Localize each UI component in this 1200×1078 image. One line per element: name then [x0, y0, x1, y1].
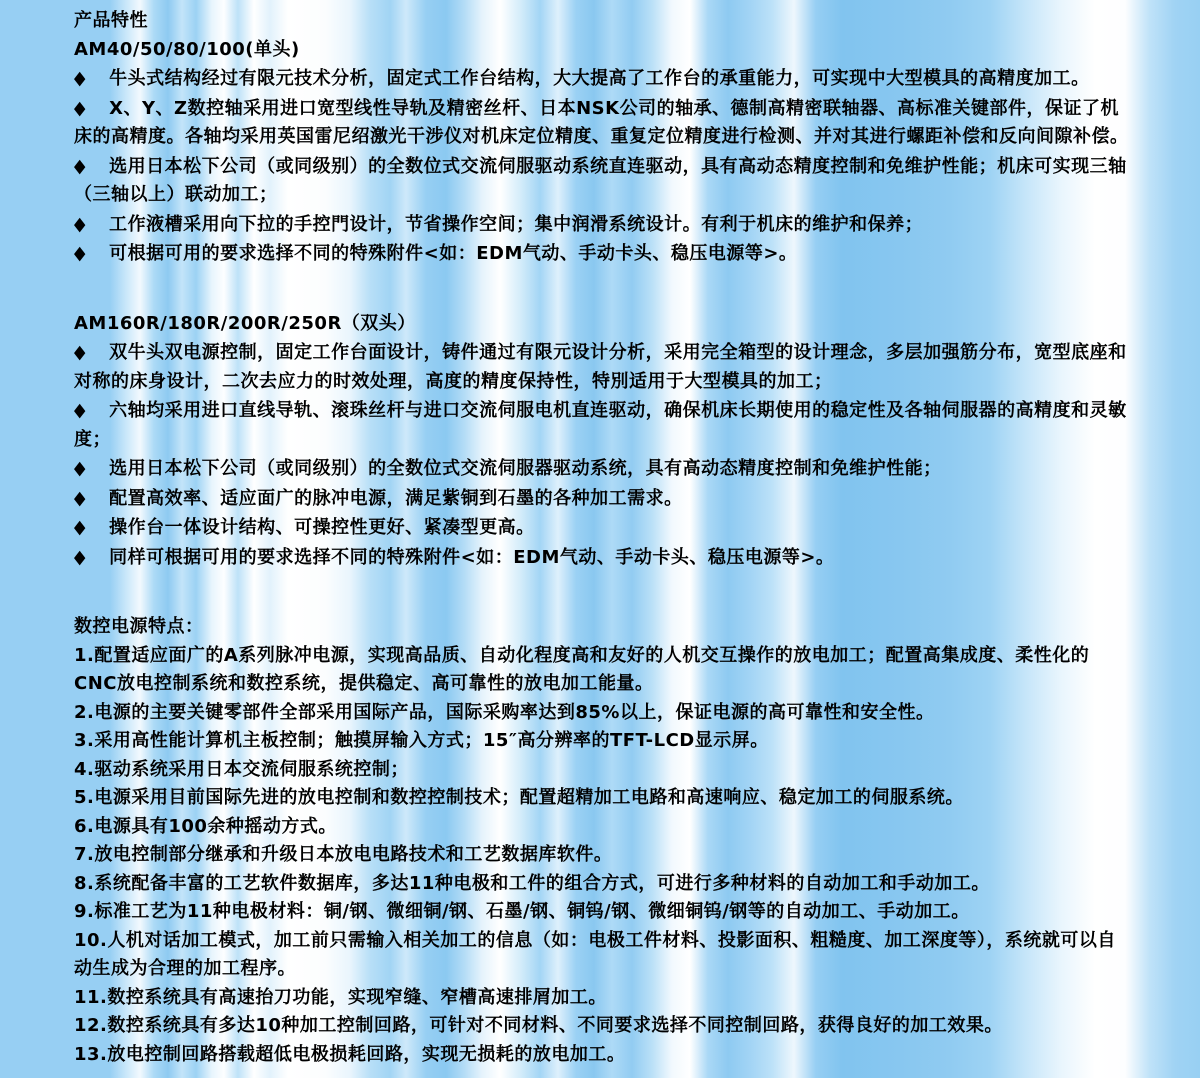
page-title: 产品特性	[74, 10, 148, 31]
numbered-item: 3.采用高性能计算机主板控制；触摸屏输入方式；15″高分辨率的TFT-LCD显示屏。	[74, 730, 769, 751]
feature-text: 操作台一体设计结构、可操控性更好、紧凑型更高。	[109, 517, 535, 538]
bullet-item	[74, 484, 1130, 514]
bullet-item	[74, 94, 1130, 152]
section-heading: AM40/50/80/100(单头)	[74, 38, 300, 60]
feature-text: 工作液槽采用向下拉的手控門设计，节省操作空间；集中润滑系统设计。有利于机床的维护和保养；	[109, 213, 924, 235]
numbered-item: 8.系统配备丰富的工艺软件数据库，多达11种电极和工件的组合方式，可进行多种材料的自动加工和手动加工。	[74, 872, 990, 894]
diamond-bullet-icon: ◆	[74, 341, 86, 363]
feature-text: 牛头式结构经过有限元技术分析，固定式工作台结构，大大提高了工作台的承重能力，可实现中大型模具的高精度加工。	[109, 68, 1090, 89]
bullet-item	[74, 543, 1130, 573]
bullet-item	[74, 152, 1130, 210]
diamond-bullet-icon: ◆	[74, 545, 86, 568]
feature-text: 同样可根据可用的要求选择不同的特殊附件<如：EDM气动、手动卡头、稳压电源等>。	[109, 546, 835, 568]
diamond-bullet-icon: ◆	[74, 96, 86, 119]
diamond-bullet-icon: ◆	[74, 516, 86, 538]
diamond-bullet-icon: ◆	[74, 67, 86, 89]
numbered-item: 12.数控系统具有多达10种加工控制回路，可针对不同材料、不同要求选择不同控制回路，获得良好的加工效果。	[74, 1015, 1003, 1036]
section-cnc-power-features	[74, 613, 1130, 1069]
diamond-bullet-icon: ◆	[74, 242, 86, 264]
bullet-item	[74, 454, 1130, 484]
numbered-item: 6.电源具有100余种摇动方式。	[74, 815, 337, 837]
numbered-item: 2.电源的主要关键零部件全部采用国际产品，国际采购率达到85%以上，保证电源的高可靠性和安全性。	[74, 701, 935, 723]
feature-text: 选用日本松下公司（或同级别）的全数位式交流伺服驱动系统直连驱动，具有高动态精度控制和免维护性能；机床可实现三轴（三轴以上）联动加工；	[74, 155, 1127, 205]
numbered-item: 11.数控系统具有高速抬刀功能，实现窄缝、窄槽高速排屑加工。	[74, 986, 607, 1008]
diamond-bullet-icon: ◆	[74, 457, 86, 479]
diamond-bullet-icon: ◆	[74, 154, 86, 177]
numbered-item: 1.配置适应面广的A系列脉冲电源，实现高品质、自动化程度高和友好的人机交互操作的放电加工；配置高集成度、柔性化的CNC放电控制系统和数控系统，提供稳定、高可靠性的放电加工能量。	[74, 644, 1090, 694]
numbered-item: 4.驱动系统采用日本交流伺服系统控制；	[74, 758, 409, 780]
diamond-bullet-icon: ◆	[74, 212, 86, 235]
bullet-item	[74, 338, 1130, 396]
bullet-item	[74, 64, 1130, 94]
numbered-item: 7.放电控制部分继承和升级日本放电电路技术和工艺数据库软件。	[74, 844, 613, 865]
feature-text: 六轴均采用进口直线导轨、滚珠丝杆与进口交流伺服电机直连驱动，确保机床长期使用的稳定性及各轴伺服器的高精度和灵敏度；	[74, 400, 1127, 450]
bullet-item	[74, 210, 1130, 240]
feature-text: 选用日本松下公司（或同级别）的全数位式交流伺服器驱动系统，具有高动态精度控制和免维护性能；	[109, 458, 942, 479]
feature-text: 双牛头双电源控制，固定工作台面设计，铸件通过有限元设计分析，采用完全箱型的设计理念，多层加强筋分布，宽型底座和对称的床身设计，二次去应力的时效处理，高度的精度保持性，特別适用于大型模具的加工；	[74, 342, 1127, 392]
section-single-head	[74, 36, 1130, 269]
bullet-item	[74, 513, 1130, 543]
numbered-item: 13.放电控制回路搭载超低电极损耗回路，实现无损耗的放电加工。	[74, 1043, 626, 1065]
numbered-item: 9.标准工艺为11种电极材料：铜/钢、微细铜/钢、石墨/钢、铜钨/钢、微细铜钨/钢等的自动加工、手动加工。	[74, 901, 970, 922]
feature-text: 可根据可用的要求选择不同的特殊附件<如：EDM气动、手动卡头、稳压电源等>。	[109, 243, 798, 264]
diamond-bullet-icon: ◆	[74, 486, 86, 509]
numbered-item: 10.人机对话加工模式，加工前只需输入相关加工的信息（如：电极工件材料、投影面积、粗糙度、加工深度等），系统就可以自动生成为合理的加工程序。	[74, 929, 1116, 979]
feature-text: 配置高效率、适应面广的脉冲电源，满足紫铜到石墨的各种加工需求。	[109, 487, 683, 509]
section-double-head	[74, 310, 1130, 573]
diamond-bullet-icon: ◆	[74, 399, 86, 421]
feature-text: X、Y、Z数控轴采用进口宽型线性导轨及精密丝杆、日本NSK公司的轴承、德制高精密联轴器、高标准关键部件，保证了机床的高精度。各轴均采用英国雷尼绍激光干涉仪对机床定位精度、重复定位精度进行检测、并对其进行螺距补偿和反向间隙补偿。	[74, 97, 1129, 147]
section-heading: AM160R/180R/200R/250R（双头）	[74, 312, 416, 334]
bullet-item	[74, 396, 1130, 454]
numbered-item: 5.电源采用目前国际先进的放电控制和数控控制技术；配置超精加工电路和高速响应、稳定加工的伺服系统。	[74, 787, 964, 808]
bullet-item	[74, 239, 1130, 269]
section-heading: 数控电源特点：	[74, 616, 204, 637]
